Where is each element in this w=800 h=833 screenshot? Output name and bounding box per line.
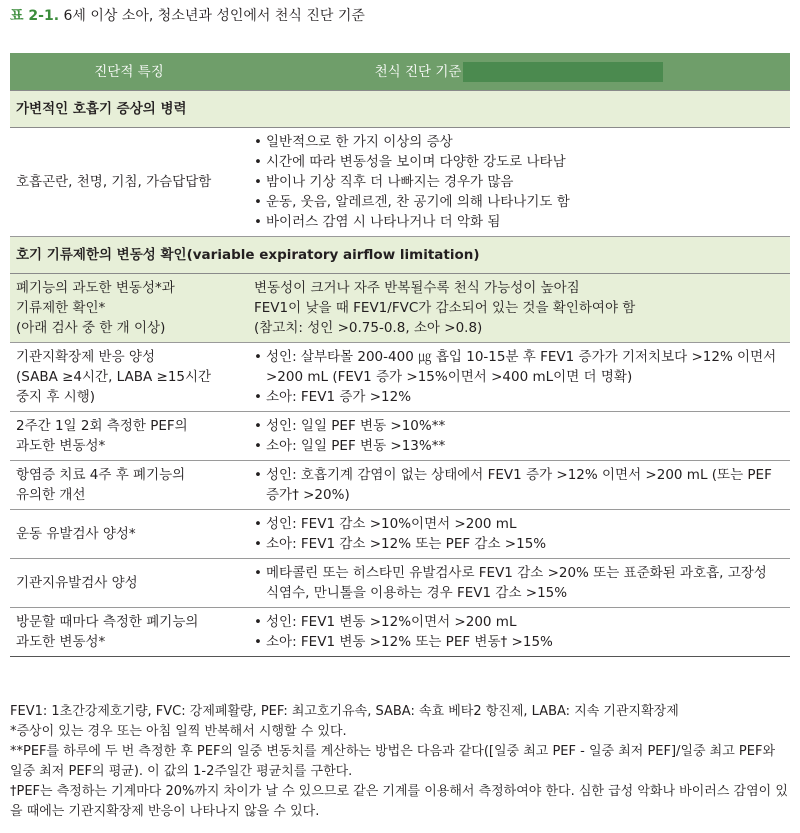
table-number: 표 2-1. [10, 8, 60, 24]
summary-text-line: 변동성이 크거나 자주 반복될수록 천식 가능성이 높아짐 [254, 280, 580, 296]
criteria-cell [248, 412, 790, 461]
criteria-item: • 바이러스 감염 시 나타나거나 더 악화 됨 [254, 212, 784, 232]
feature-cell [10, 559, 248, 608]
criteria-item: • 메타콜린 또는 히스타민 유발검사로 FEV1 감소 >20% 또는 표준화된 과호흡, 고장성 식염수, 만니톨을 이용하는 경우 FEV1 감소 >15% [254, 563, 784, 603]
criteria-item: • 성인: FEV1 감소 >10%이면서 >200 mL [254, 514, 784, 534]
criteria-item: • 일반적으로 한 가지 이상의 증상 [254, 132, 784, 152]
criteria-item: • 시간에 따라 변동성을 보이며 다양한 강도로 나타남 [254, 152, 784, 172]
feature-cell [10, 128, 248, 237]
section-title: 가변적인 호흡기 증상의 병력 [10, 91, 790, 128]
criteria-row [10, 461, 790, 510]
table-caption [10, 6, 365, 26]
criteria-cell [248, 510, 790, 559]
criteria-cell [248, 461, 790, 510]
feature-line: 유의한 개선 [16, 487, 86, 503]
feature-line: 방문할 때마다 측정한 폐기능의 [16, 614, 199, 630]
footnotes [10, 702, 790, 822]
section-header-row [10, 237, 790, 274]
section-title: 호기 기류제한의 변동성 확인(variable expiratory airflow limitation) [10, 237, 790, 274]
feature-cell [10, 510, 248, 559]
feature-line: 운동 유발검사 양성* [16, 526, 136, 542]
diagnosis-criteria-table [10, 53, 790, 657]
criteria-list [254, 465, 784, 505]
criteria-cell [248, 608, 790, 657]
feature-line: 과도한 변동성* [16, 634, 106, 650]
criteria-item: • 운동, 웃음, 알레르겐, 찬 공기에 의해 나타나기도 함 [254, 192, 784, 212]
section-header-row [10, 91, 790, 128]
criteria-row [10, 128, 790, 237]
table-title: 6세 이상 소아, 청소년과 성인에서 천식 진단 기준 [59, 8, 365, 24]
feature-cell [10, 412, 248, 461]
criteria-row [10, 510, 790, 559]
criteria-item: • 성인: FEV1 변동 >12%이면서 >200 mL [254, 612, 784, 632]
criteria-row [10, 559, 790, 608]
criteria-item: • 성인: 살부타몰 200-400 ㎍ 흡입 10-15분 후 FEV1 증가가 기저치보다 >12% 이면서 >200 mL (FEV1 증가 >15%이면서 >400 mL이면 더 명확) [254, 347, 784, 387]
header-highlight-bar [463, 62, 663, 82]
feature-cell [10, 608, 248, 657]
criteria-item: • 소아: FEV1 변동 >12% 또는 PEF 변동† >15% [254, 632, 784, 652]
criteria-item: • 성인: 호흡기계 감염이 없는 상태에서 FEV1 증가 >12% 이면서 >200 mL (또는 PEF 증가† >20%) [254, 465, 784, 505]
feature-line: (SABA ≥4시간, LABA ≥15시간 [16, 369, 212, 385]
summary-feature-line: 폐기능의 과도한 변동성*과 [16, 280, 175, 296]
header-criteria [248, 53, 790, 91]
footnote: **PEF를 하루에 두 번 측정한 후 PEF의 일중 변동치를 계산하는 방법은 다음과 같다([일중 최고 PEF - 일중 최저 PEF]/일중 최고 PEF와 일중 최저 PEF의 평균). 이 값의 1-2주일간 평균치를 구한다. [10, 744, 776, 779]
summary-text-line: FEV1이 낮을 때 FEV1/FVC가 감소되어 있는 것을 확인하여야 함 [254, 300, 636, 316]
feature-line: 중지 후 시행) [16, 389, 96, 405]
criteria-cell [248, 559, 790, 608]
criteria-item: • 소아: FEV1 증가 >12% [254, 387, 784, 407]
criteria-list [254, 416, 784, 456]
summary-text-line: (참고치: 성인 >0.75-0.8, 소아 >0.8) [254, 320, 483, 336]
footnote: FEV1: 1초간강제호기량, FVC: 강제폐활량, PEF: 최고호기유속, SABA: 속효 베타2 항진제, LABA: 지속 기관지확장제 [10, 704, 679, 719]
table-header-row [10, 53, 790, 91]
criteria-item: • 밤이나 기상 직후 더 나빠지는 경우가 많음 [254, 172, 784, 192]
criteria-row [10, 412, 790, 461]
criteria-row [10, 608, 790, 657]
criteria-cell [248, 128, 790, 237]
footnote: †PEF는 측정하는 기계마다 20%까지 차이가 날 수 있으므로 같은 기계를 이용해서 측정하여야 한다. 심한 급성 악화나 바이러스 감염이 있을 때에는 기관지확장제 반응이 나타나지 않을 수 있다. [10, 784, 788, 819]
criteria-list [254, 563, 784, 603]
criteria-cell [248, 343, 790, 412]
feature-cell [10, 343, 248, 412]
header-criteria-label: 천식 진단 기준 [374, 63, 462, 80]
header-feature: 진단적 특징 [10, 53, 248, 91]
criteria-item: • 소아: FEV1 감소 >12% 또는 PEF 감소 >15% [254, 534, 784, 554]
criteria-list [254, 612, 784, 652]
criteria-list [254, 514, 784, 554]
section-summary-row [10, 274, 790, 343]
table-body [10, 91, 790, 657]
criteria-row [10, 343, 790, 412]
feature-text: 호흡곤란, 천명, 기침, 가슴답답함 [16, 174, 212, 190]
feature-line: 2주간 1일 2회 측정한 PEF의 [16, 418, 188, 434]
feature-line: 과도한 변동성* [16, 438, 106, 454]
feature-line: 기관지유발검사 양성 [16, 575, 138, 591]
criteria-list [254, 132, 784, 232]
summary-feature [10, 274, 248, 343]
summary-feature-line: 기류제한 확인* [16, 300, 106, 316]
feature-line: 항염증 치료 4주 후 폐기능의 [16, 467, 186, 483]
criteria-item: • 소아: 일일 PEF 변동 >13%** [254, 436, 784, 456]
summary-text [248, 274, 790, 343]
feature-line: 기관지확장제 반응 양성 [16, 349, 155, 365]
criteria-list [254, 347, 784, 407]
feature-cell [10, 461, 248, 510]
summary-feature-line: (아래 검사 중 한 개 이상) [16, 320, 166, 336]
criteria-item: • 성인: 일일 PEF 변동 >10%** [254, 416, 784, 436]
footnote: *증상이 있는 경우 또는 아침 일찍 반복해서 시행할 수 있다. [10, 724, 347, 739]
